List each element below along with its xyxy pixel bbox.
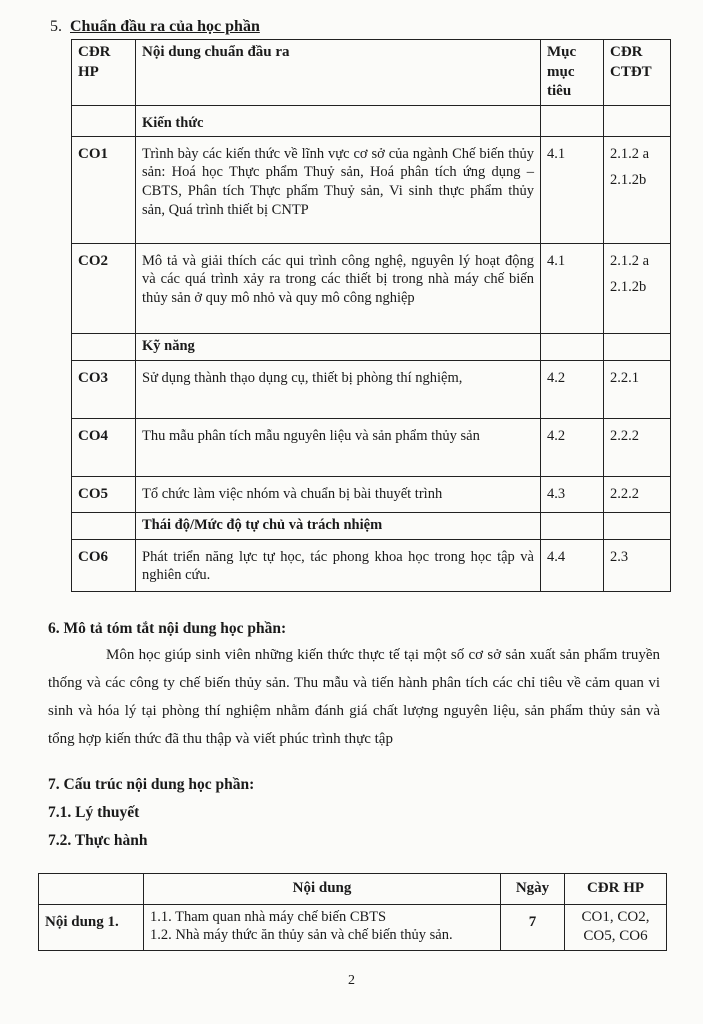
page-number: 2 [348,973,355,988]
section-7-heading: 7. Cấu trúc nội dung học phần: [48,776,255,793]
table-row [72,243,671,333]
ctdt-value: 2.1.2 a [610,145,650,162]
table-row [72,476,671,512]
group-row-skills [72,333,671,360]
row-description: Tổ chức làm việc nhóm và chuẩn bị bài thuyết trình [136,476,541,512]
content-structure-table [38,873,667,951]
table-header-row [72,40,671,106]
header-content: Nội dung [144,874,501,905]
header-cdr-hp: CĐR HP [72,40,136,106]
content-item: 1.2. Nhà máy thức ăn thủy sản và chế biến thủy sản. [150,927,453,944]
table-row [72,539,671,591]
table-header-row [39,874,667,905]
section-6-text: Môn học giúp sinh viên những kiến thức thực tế tại một số cơ sở sản xuất sản phẩm truyền thống và các công ty chế biến thủy sản. Thu mẫu và tiến hành phân tích các chỉ tiêu về cảm quan vi sinh và hóa lý tại phòng thí nghiệm nhằm đánh giá chất lượng nguyên liệu, sản phẩm thủy sản và tổng hợp kiến thức đã thu thập và viết phúc trình thực tập [48,647,660,747]
row-description: Trình bày các kiến thức về lĩnh vực cơ sở của ngành Chế biến thủy sản: Hoá học Thực phẩm Thuỷ sản, Hoá phân tích ứng dụng – CBTS, Phân tích Thực phẩm Thuỷ sản, Vi sinh thực phẩm thủy sản, Quá trình thiết bị CNTP [136,136,541,243]
group-label-attitude: Thái độ/Mức độ tự chủ và trách nhiệm [136,512,541,539]
header-days: Ngày [501,874,565,905]
group-row-attitude [72,512,671,539]
row-description: Mô tả và giải thích các qui trình công nghệ, nguyên lý hoạt động và các quá trình xảy ra trong các thiết bị trong nhà máy chế biến thủy sản ở quy mô nhỏ và quy mô công nghiệp [136,243,541,333]
content-item: 1.1. Tham quan nhà máy chế biến CBTS [150,908,387,925]
row-goal: 4.1 [541,136,604,243]
row-goal: 4.2 [541,418,604,476]
section-5-number: 5. [50,18,62,35]
row-ctdt: 2.2.2 [604,418,671,476]
table-row [72,418,671,476]
content-label: Nội dung 1. [39,904,144,950]
row-ctdt: 2.3 [604,539,671,591]
cdr-value: CO1, CO2, [581,908,650,925]
table-row [39,904,667,950]
row-goal: 4.4 [541,539,604,591]
row-description: Thu mẫu phân tích mẫu nguyên liệu và sản phẩm thủy sản [136,418,541,476]
row-ctdt [604,136,671,243]
header-goal: Mục mục tiêu [541,40,604,106]
row-code: CO5 [72,476,136,512]
row-ctdt: 2.2.2 [604,476,671,512]
section-7-1-heading: 7.1. Lý thuyết [48,804,140,821]
row-ctdt [604,243,671,333]
row-description: Sử dụng thành thạo dụng cụ, thiết bị phòng thí nghiệm, [136,360,541,418]
section-5-heading [50,17,260,38]
row-goal: 4.2 [541,360,604,418]
row-code: CO3 [72,360,136,418]
row-goal: 4.1 [541,243,604,333]
header-cdr-hp: CĐR HP [565,874,667,905]
ctdt-value: 2.1.2b [610,279,647,296]
content-days: 7 [501,904,565,950]
section-6-body [48,641,660,753]
content-items [144,904,501,950]
group-row-knowledge [72,105,671,136]
header-cdr-ctdt: CĐR CTĐT [604,40,671,106]
ctdt-value: 2.1.2b [610,172,647,189]
learning-outcomes-table [71,39,671,592]
row-description: Phát triển năng lực tự học, tác phong khoa học trong học tập và nghiên cứu. [136,539,541,591]
header-content: Nội dung chuẩn đầu ra [136,40,541,106]
table-row [72,360,671,418]
section-7-2-heading: 7.2. Thực hành [48,832,148,849]
ctdt-value: 2.1.2 a [610,252,650,269]
content-cdr [565,904,667,950]
section-5-title: Chuẩn đầu ra của học phần [70,18,260,35]
table-row [72,136,671,243]
row-code: CO4 [72,418,136,476]
header-blank [39,874,144,905]
group-label-skills: Kỹ năng [136,333,541,360]
row-code: CO1 [72,136,136,243]
row-ctdt: 2.2.1 [604,360,671,418]
cdr-value: CO5, CO6 [583,928,648,944]
section-6-heading: 6. Mô tả tóm tắt nội dung học phần: [48,620,287,637]
row-code: CO2 [72,243,136,333]
row-goal: 4.3 [541,476,604,512]
row-code: CO6 [72,539,136,591]
group-label-knowledge: Kiến thức [136,105,541,136]
